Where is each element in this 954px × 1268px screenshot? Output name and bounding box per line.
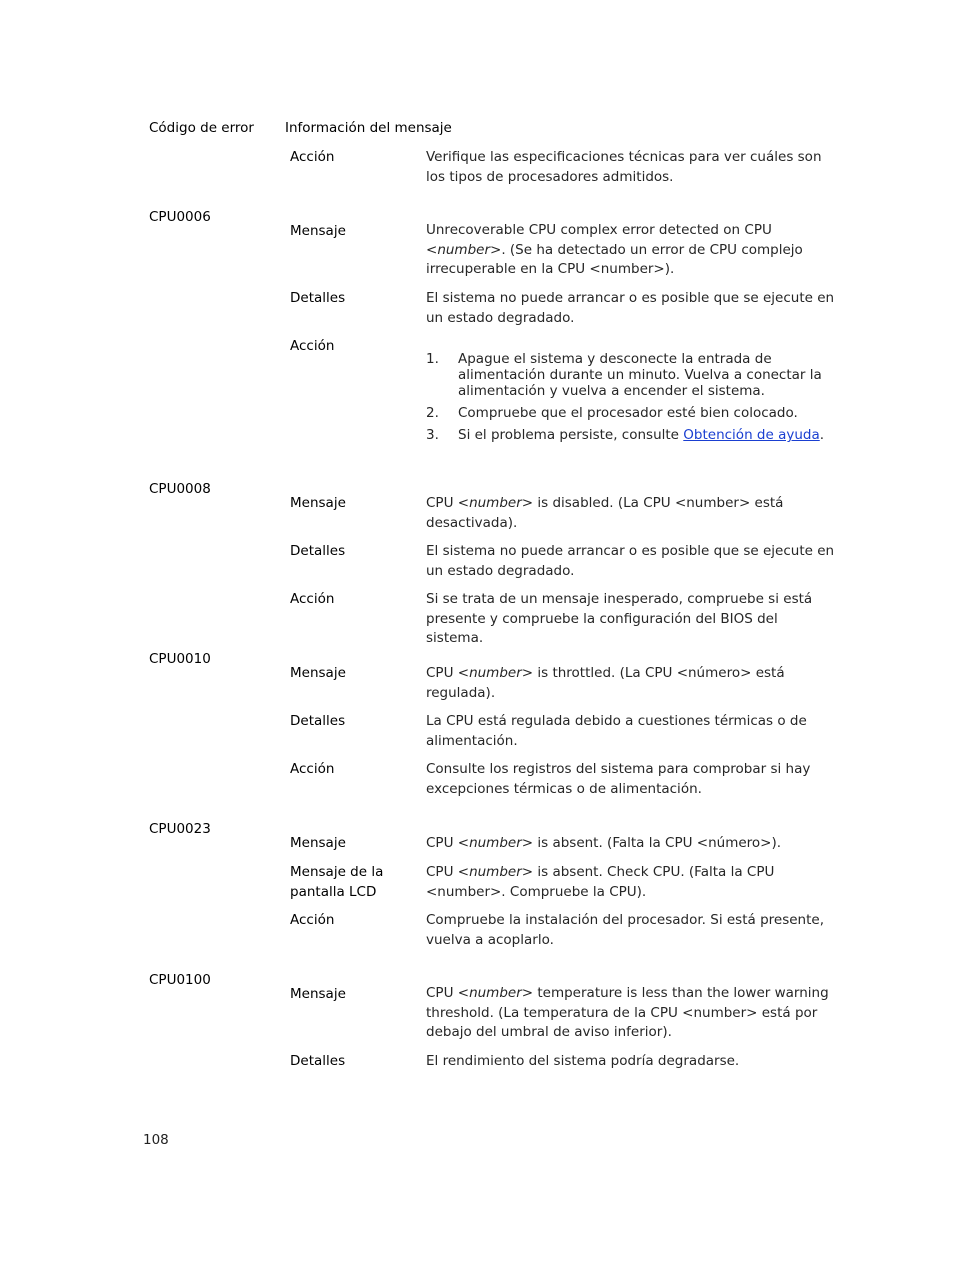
mensaje-label: Mensaje bbox=[290, 986, 346, 1002]
error-code-cpu0008: CPU0008 bbox=[149, 481, 211, 497]
mensaje-text: CPU <number> temperature is less than the lower warning threshold. (La temperatura de la CPU <number> está por debajo del umbral de aviso inferior). bbox=[426, 985, 829, 1040]
list-item: 1. Apague el sistema y desconecte la entrada de alimentación durante un minuto. Vuelva a conectar la alimentación y vuelva a encender el sistema. bbox=[426, 351, 822, 399]
detalles-text: La CPU está regulada debido a cuestiones térmicas o de alimentación. bbox=[426, 713, 807, 749]
mensaje-text: Unrecoverable CPU complex error detected on CPU <number>. (Se ha detectado un error de CPU complejo irrecuperable en la CPU <number>). bbox=[426, 222, 803, 277]
detalles-label: Detalles bbox=[290, 713, 346, 729]
accion-label: Acción bbox=[290, 338, 335, 354]
detalles-text: El sistema no puede arrancar o es posible que se ejecute en un estado degradado. bbox=[426, 290, 835, 326]
mensaje-text: CPU <number> is throttled. (La CPU <número> está regulada). bbox=[426, 665, 785, 701]
detalles-text: El rendimiento del sistema podría degradarse. bbox=[426, 1053, 740, 1069]
mensaje-label: Mensaje bbox=[290, 835, 346, 851]
accion-label: Acción bbox=[290, 761, 335, 777]
list-item: 3. Si el problema persiste, consulte Obtención de ayuda. bbox=[426, 427, 825, 443]
column-header-code: Código de error bbox=[149, 120, 254, 136]
accion-text: Consulte los registros del sistema para comprobar si hay excepciones térmicas o de alimentación. bbox=[426, 761, 811, 797]
mensaje-text: CPU <number> is absent. (Falta la CPU <número>). bbox=[426, 835, 782, 851]
list-item: 2. Compruebe que el procesador esté bien colocado. bbox=[426, 405, 798, 421]
mensaje-label: Mensaje bbox=[290, 495, 346, 511]
detalles-label: Detalles bbox=[290, 290, 346, 306]
mensaje-text: CPU <number> is disabled. (La CPU <number> está desactivada). bbox=[426, 495, 784, 531]
detalles-text: El sistema no puede arrancar o es posible que se ejecute en un estado degradado. bbox=[426, 543, 835, 579]
column-header-info: Información del mensaje bbox=[285, 120, 452, 136]
accion-label: Acción bbox=[290, 591, 335, 607]
page-number: 108 bbox=[143, 1132, 169, 1148]
error-code-cpu0010: CPU0010 bbox=[149, 651, 211, 667]
lcd-message-label: Mensaje de la pantalla LCD bbox=[290, 864, 384, 900]
obtencion-de-ayuda-link[interactable]: Obtención de ayuda bbox=[683, 427, 820, 443]
mensaje-label: Mensaje bbox=[290, 665, 346, 681]
mensaje-label: Mensaje bbox=[290, 223, 346, 239]
accion-label: Acción bbox=[290, 912, 335, 928]
detalles-label: Detalles bbox=[290, 543, 346, 559]
accion-text: Si se trata de un mensaje inesperado, compruebe si está presente y compruebe la configuración del BIOS del sistema. bbox=[426, 591, 813, 646]
error-code-cpu0006: CPU0006 bbox=[149, 209, 211, 225]
detalles-label: Detalles bbox=[290, 1053, 346, 1069]
error-code-cpu0023: CPU0023 bbox=[149, 821, 211, 837]
accion-text: Compruebe la instalación del procesador. Si está presente, vuelva a acoplarlo. bbox=[426, 912, 824, 948]
accion-label: Acción bbox=[290, 149, 335, 165]
accion-text: Verifique las especificaciones técnicas para ver cuáles son los tipos de procesadores admitidos. bbox=[426, 149, 822, 185]
action-steps-list bbox=[426, 351, 836, 449]
error-code-cpu0100: CPU0100 bbox=[149, 972, 211, 988]
lcd-message-text: CPU <number> is absent. Check CPU. (Falta la CPU <number>. Compruebe la CPU). bbox=[426, 864, 775, 900]
